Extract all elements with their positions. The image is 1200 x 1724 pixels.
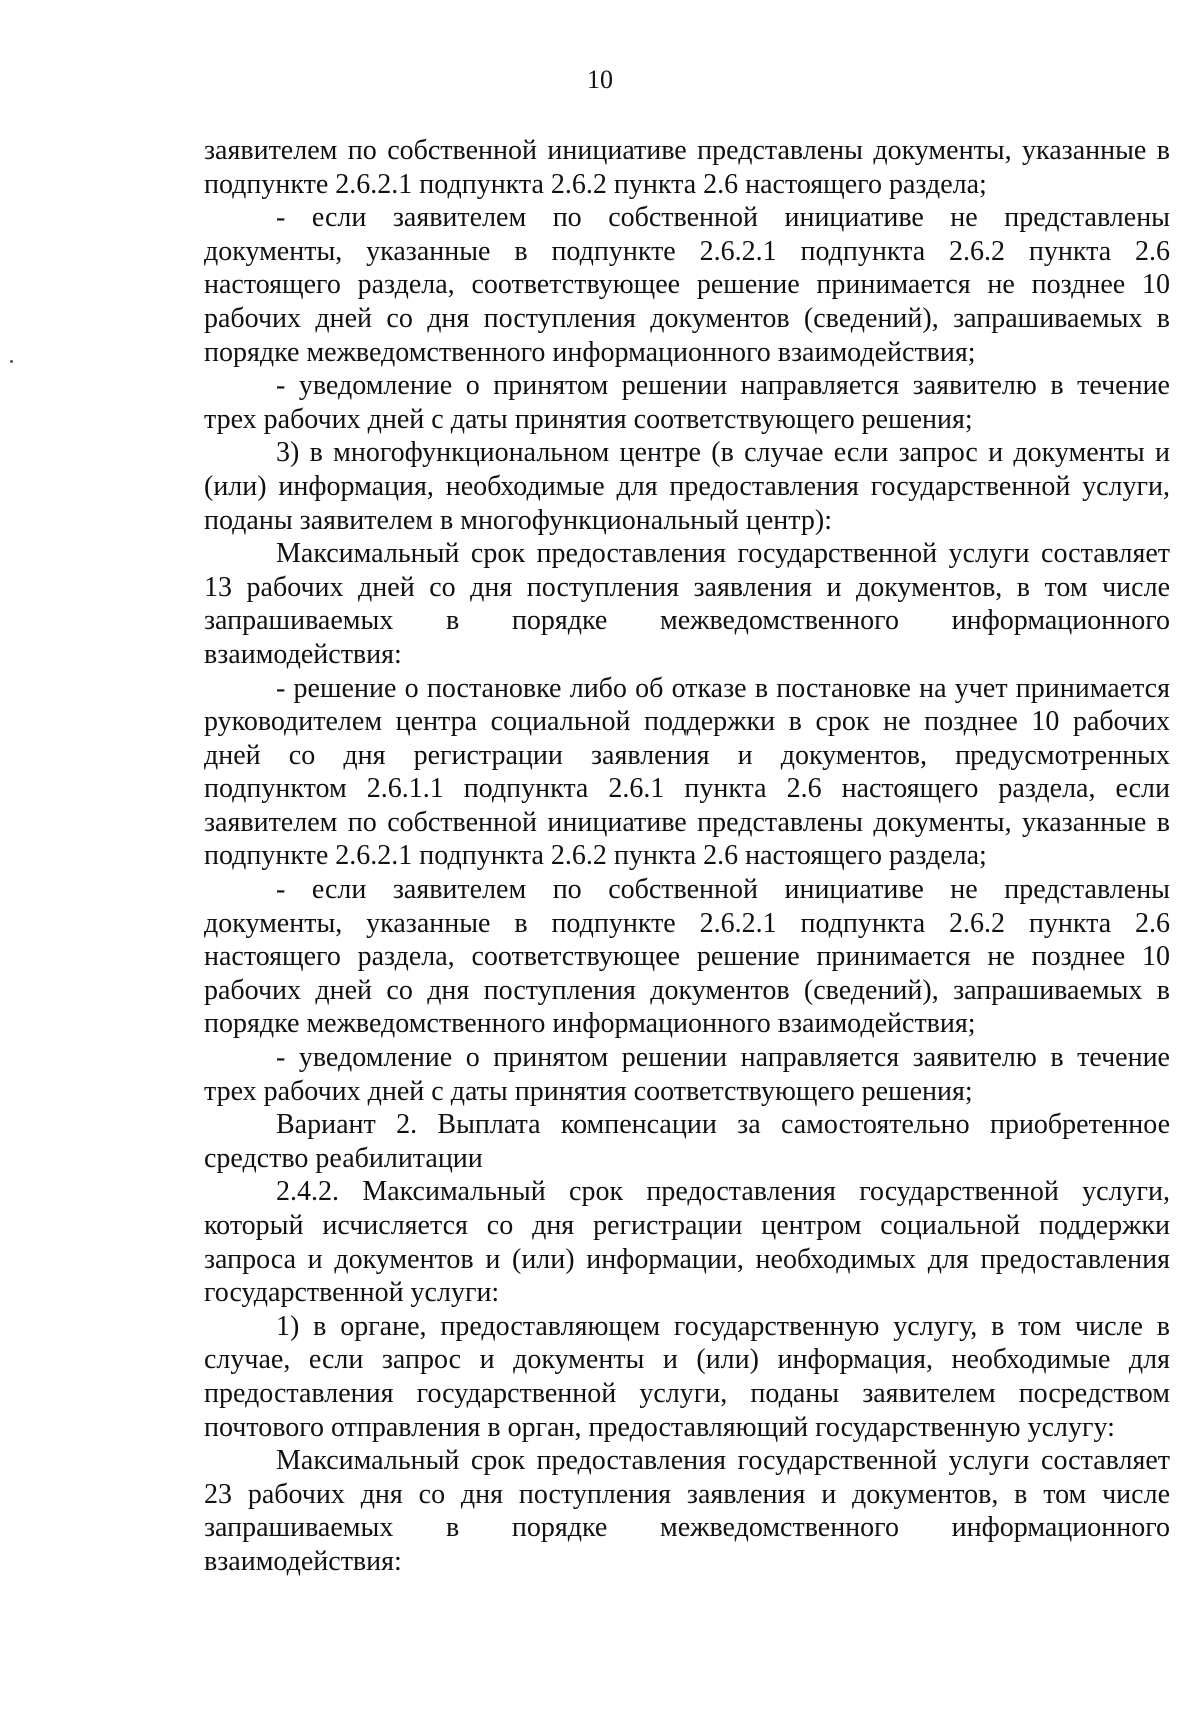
page-number: 10 — [587, 65, 613, 94]
paragraph: Максимальный срок предоставления государственной услуги составляет 13 рабочих дней со дня поступления заявления и документов, в том числе запрашиваемых в порядке межведомственного информационного взаимодействия: — [204, 538, 1170, 670]
paragraph: 3) в многофункциональном центре (в случае если запрос и документы и (или) информация, необходимые для предоставления государственной услуги, поданы заявителем в многофункциональный центр): — [204, 437, 1170, 536]
paragraph: 2.4.2. Максимальный срок предоставления государственной услуги, который исчисляется со дня регистрации центром социальной поддержки запроса и документов и (или) информации, необходимых для предоставления государственной услуги: — [204, 1176, 1170, 1309]
paragraph: 1) в органе, предоставляющем государственную услугу, в том числе в случае, если запрос и документы и (или) информация, необходимые для предоставления государственной услуги, поданы заявителем посредством почтового отправления в орган, предоставляющий государственную услугу: — [204, 1310, 1170, 1443]
paragraph: - уведомление о принятом решении направляется заявителю в течение трех рабочих дней с даты принятия соответствующего решения; — [204, 1042, 1170, 1107]
paragraph: Максимальный срок предоставления государственной услуги составляет 23 рабочих дня со дня поступления заявления и документов, в том числе запрашиваемых в порядке межведомственного информационного взаимодействия: — [204, 1445, 1170, 1577]
document-body — [204, 134, 1170, 1579]
paragraph: - если заявителем по собственной инициативе не представлены документы, указанные в подпункте 2.6.2.1 подпункта 2.6.2 пункта 2.6 настоящего раздела, соответствующее решение принимается не позднее 10 рабочих дней со дня поступления документов (сведений), запрашиваемых в порядке межведомственного информационного взаимодействия; — [204, 202, 1170, 368]
paragraph: - уведомление о принятом решении направляется заявителю в течение трех рабочих дней с даты принятия соответствующего решения; — [204, 370, 1170, 435]
paragraph-continuation: заявителем по собственной инициативе представлены документы, указанные в подпункте 2.6.2.1 подпункта 2.6.2 пункта 2.6 настоящего раздела; — [204, 135, 1170, 200]
scan-speck — [10, 360, 13, 363]
paragraph: - решение о постановке либо об отказе в постановке на учет принимается руководителем центра социальной поддержки в срок не позднее 10 рабочих дней со дня регистрации заявления и документов, предусмотренных подпунктом 2.6.1.1 подпункта 2.6.1 пункта 2.6 настоящего раздела, если заявителем по собственной инициативе представлены документы, указанные в подпункте 2.6.2.1 подпункта 2.6.2 пункта 2.6 настоящего раздела; — [204, 672, 1170, 872]
paragraph: - если заявителем по собственной инициативе не представлены документы, указанные в подпункте 2.6.2.1 подпункта 2.6.2 пункта 2.6 настоящего раздела, соответствующее решение принимается не позднее 10 рабочих дней со дня поступления документов (сведений), запрашиваемых в порядке межведомственного информационного взаимодействия; — [204, 874, 1170, 1040]
section-heading-variant-2: Вариант 2. Выплата компенсации за самостоятельно приобретенное средство реабилитации — [204, 1109, 1170, 1174]
